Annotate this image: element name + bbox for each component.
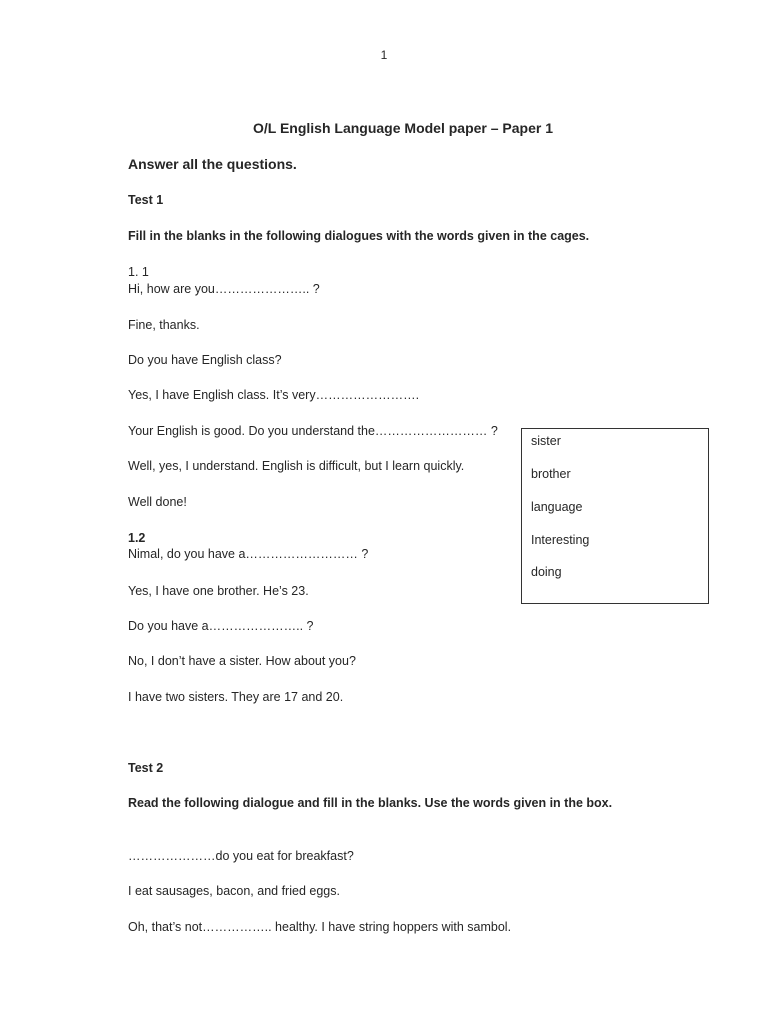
dialogue-line: I eat sausages, bacon, and fried eggs. [128, 884, 340, 898]
dialogue-line: No, I don’t have a sister. How about you? [128, 654, 356, 668]
general-instructions: Answer all the questions. [128, 156, 297, 172]
dialogue-line: Oh, that’s not…………….. healthy. I have string hoppers with sambol. [128, 920, 512, 934]
page-number: 1 [380, 48, 388, 62]
dialogue-line: Well, yes, I understand. English is difficult, but I learn quickly. [128, 459, 465, 473]
test2-heading: Test 2 [128, 761, 164, 775]
dialogue-line: Yes, I have one brother. He’s 23. [128, 584, 309, 598]
word-box [521, 428, 709, 604]
dialogue2-number: 1.2 [128, 531, 146, 545]
dialogue-line: Nimal, do you have a……………………… ? [128, 547, 369, 561]
word-box-item: brother [531, 467, 571, 481]
word-box-item: doing [531, 565, 562, 579]
dialogue-line: Your English is good. Do you understand the……………………… ? [128, 424, 498, 438]
word-box-item: Interesting [531, 533, 590, 547]
dialogue-line: Do you have a………………….. ? [128, 619, 314, 633]
paper-title: O/L English Language Model paper – Paper 1 [252, 120, 554, 136]
dialogue-line: Yes, I have English class. It’s very……………………. [128, 388, 420, 402]
dialogue-line: Hi, how are you………………….. ? [128, 282, 320, 296]
test2-directions: Read the following dialogue and fill in the blanks. Use the words given in the box. [128, 796, 613, 810]
dialogue-line: Do you have English class? [128, 353, 282, 367]
dialogue-line: Well done! [128, 495, 187, 509]
dialogue-line: Fine, thanks. [128, 318, 200, 332]
dialogue-line: I have two sisters. They are 17 and 20. [128, 690, 344, 704]
test1-directions: Fill in the blanks in the following dialogues with the words given in the cages. [128, 229, 590, 243]
test1-heading: Test 1 [128, 193, 164, 207]
dialogue-line: …………………do you eat for breakfast? [128, 849, 354, 863]
dialogue1-number: 1. 1 [128, 265, 149, 279]
word-box-item: language [531, 500, 583, 514]
word-box-item: sister [531, 434, 561, 448]
